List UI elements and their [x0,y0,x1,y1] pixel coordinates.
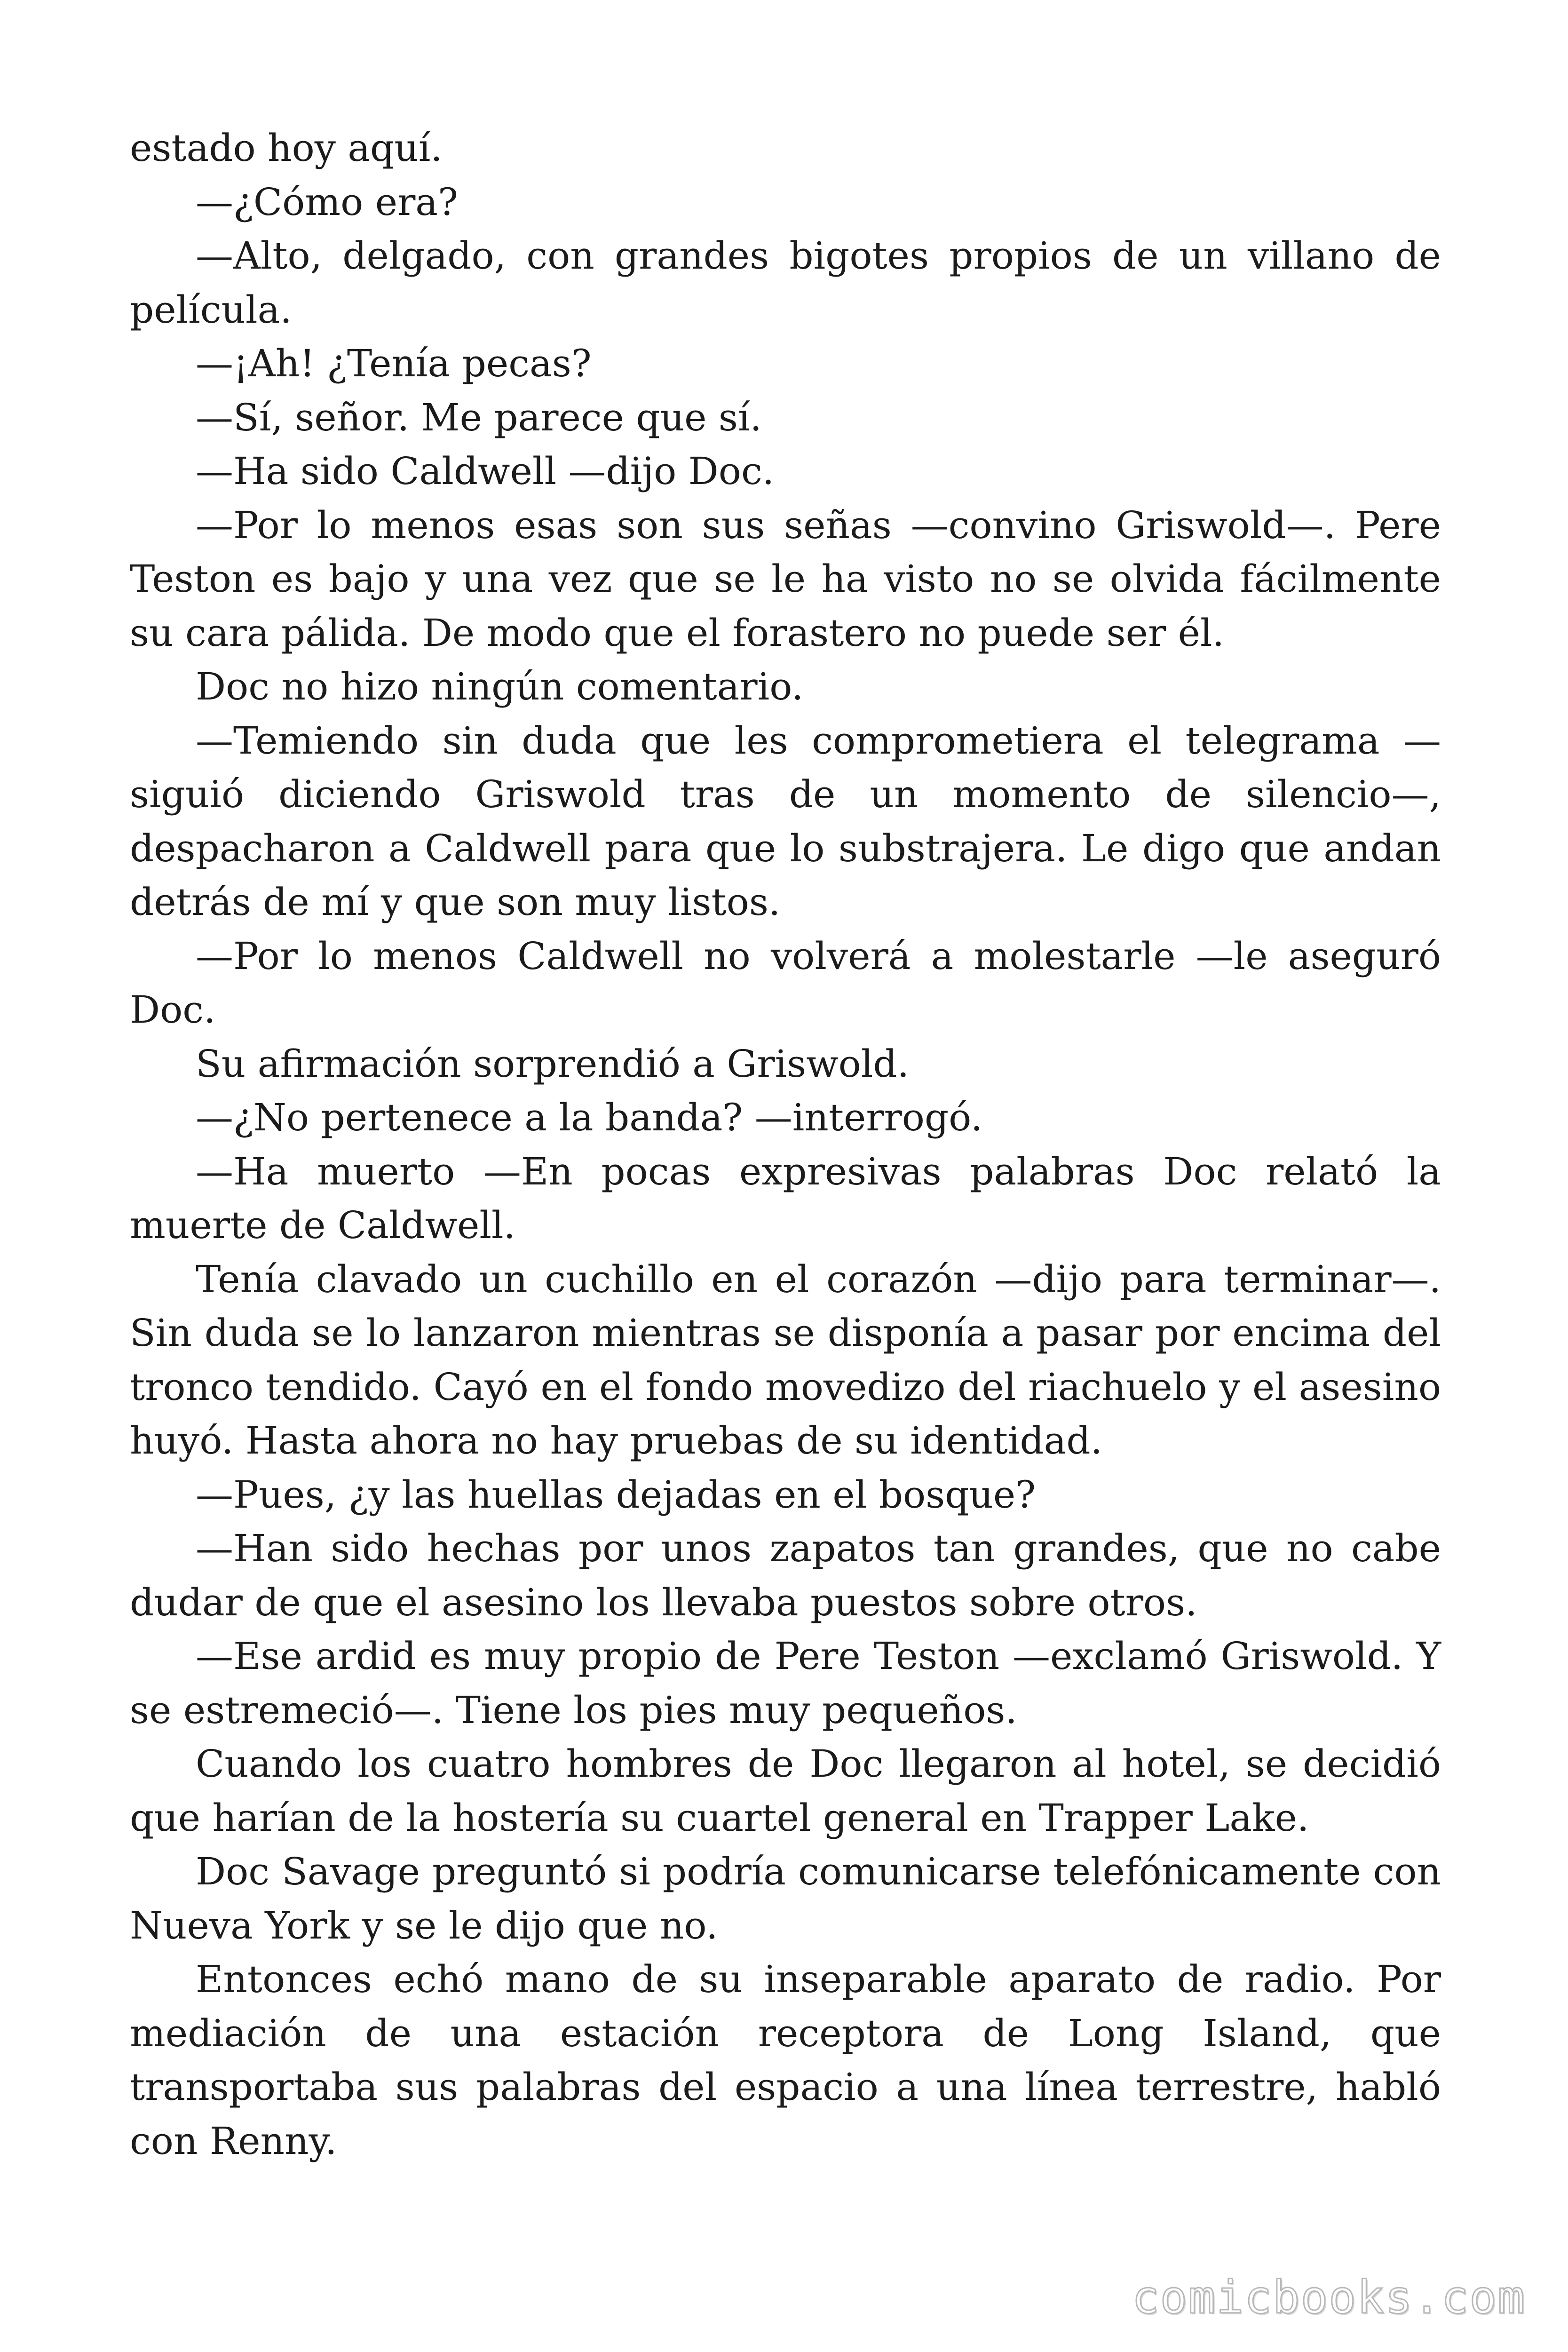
paragraph: Cuando los cuatro hombres de Doc llegaron al hotel, se decidió que harían de la hostería su cuartel general en Trapper Lake. [130,1742,1441,1840]
paragraph: —Por lo menos esas son sus señas —convino Griswold—. Pere Teston es bajo y una vez que se le ha visto no se olvida fácilmente su cara pálida. De modo que el forastero no puede ser él. [130,503,1441,655]
paragraph-continuation: estado hoy aquí. [130,126,443,170]
paragraph: —Por lo menos Caldwell no volverá a molestarle —le aseguró Doc. [130,934,1441,1032]
watermark: comicbooks.com [1132,2271,1526,2324]
paragraph: —Alto, delgado, con grandes bigotes propios de un villano de película. [130,234,1441,332]
paragraph: —¿No pertenece a la banda? —interrogó. [196,1096,983,1139]
paragraph: —Han sido hechas por unos zapatos tan grandes, que no cabe dudar de que el asesino los llevaba puestos sobre otros. [130,1526,1441,1624]
paragraph: —Ha sido Caldwell —dijo Doc. [196,449,775,493]
paragraph: Entonces echó mano de su inseparable aparato de radio. Por mediación de una estación receptora de Long Island, que transportaba sus palabras del espacio a una línea terrestre, habló con Renny. [130,1957,1441,2163]
paragraph: Doc no hizo ningún comentario. [196,665,804,708]
paragraph: —Pues, ¿y las huellas dejadas en el bosque? [196,1472,1036,1517]
paragraph: Su afirmación sorprendió a Griswold. [196,1041,910,1086]
paragraph: —Ha muerto —En pocas expresivas palabras Doc relató la muerte de Caldwell. [130,1149,1441,1247]
paragraph: —¿Cómo era? [196,180,458,224]
paragraph: —Ese ardid es muy propio de Pere Teston —exclamó Griswold. Y se estremeció—. Tiene los pies muy pequeños. [130,1634,1441,1732]
paragraph: —Sí, señor. Me parece que sí. [196,395,762,439]
paragraph: Doc Savage preguntó si podría comunicarse telefónicamente con Nueva York y se le dijo que no. [130,1850,1441,1947]
paragraph: —Temiendo sin duda que les comprometiera el telegrama —siguió diciendo Griswold tras de un momento de silencio—, despacharon a Caldwell para que lo substrajera. Le digo que andan detrás de mí y que son muy listos. [130,718,1441,924]
paragraph: —¡Ah! ¿Tenía pecas? [196,342,592,385]
page-body [130,121,1441,2168]
paragraph: Tenía clavado un cuchillo en el corazón —dijo para terminar—. Sin duda se lo lanzaron mientras se disponía a pasar por encima del tronco tendido. Cayó en el fondo movedizo del riachuelo y el asesino huyó. Hasta ahora no hay pruebas de su identidad. [130,1257,1441,1462]
